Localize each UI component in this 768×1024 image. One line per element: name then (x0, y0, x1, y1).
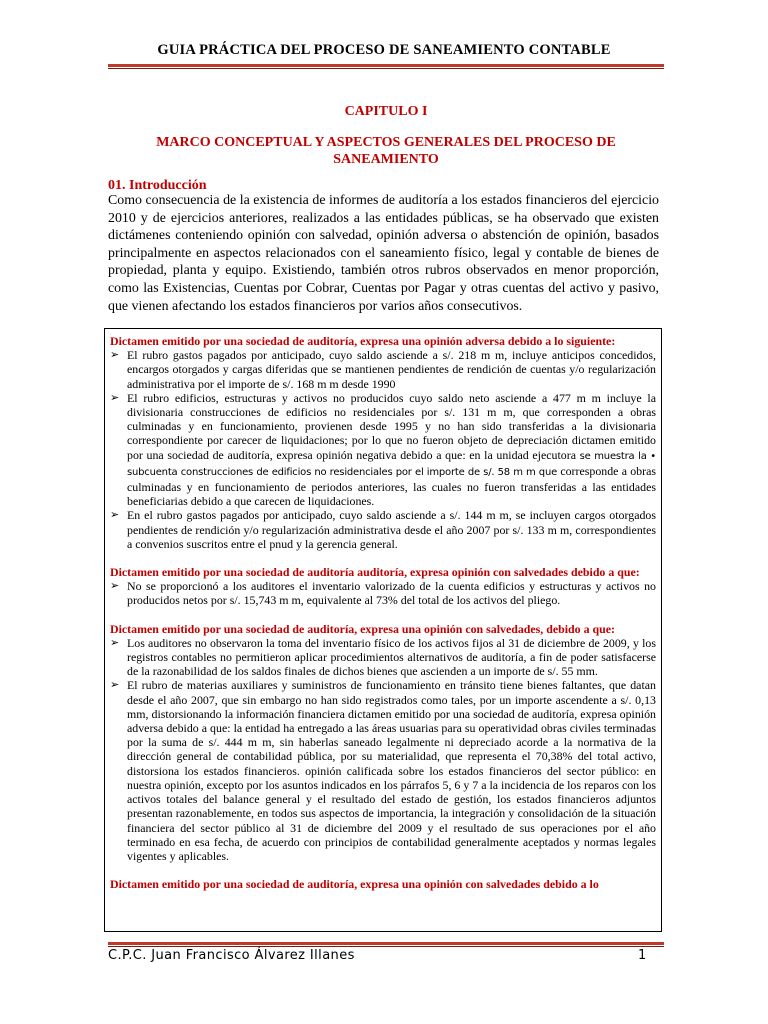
footer-rule-thin (108, 946, 664, 947)
dictamen-box (104, 328, 662, 932)
arrow-bullet-icon: ➢ (110, 679, 120, 692)
header-rule (108, 64, 664, 67)
list-item-text: No se proporcionó a los auditores el inventario valorizado de la cuenta edificios y estructuras y activos no producidos netos por s/. 15,743 m m, equivalente al 73% del total de los activos del pliego. (127, 579, 656, 608)
section-heading: Dictamen emitido por una sociedad de auditoría, expresa una opinión adversa debido a lo siguiente: (110, 334, 616, 348)
arrow-bullet-icon: ➢ (110, 349, 120, 362)
list-item-text: En el rubro gastos pagados por anticipado, cuyo saldo asciende a s/. 144 m m, se incluyen cargos otorgados pendientes de rendición y/o regularización administrativa desde el año 2007 por s/. 133 m m, correspondientes a convenios suscritos entre el pnud y la gerencia general. (127, 508, 656, 551)
intro-paragraph: Como consecuencia de la existencia de informes de auditoría a los estados financieros del ejercicio 2010 y de ejercicios anteriores, realizados a las entidades públicas, se ha observado que existen dictámenes conteniendo opinión con salvedad, opinión adversa o abstención de opinión, basados principalmente en aspectos relacionados con el saneamiento físico, legal y contable de bienes de propiedad, planta y equipo. Existiendo, también otros rubros observados en menor proporción, como las Existencias, Cuentas por Cobrar, Cuentas por Pagar y otras cuentas del activo y pasivo, que vienen afectando los estados financieros por varios años consecutivos. (108, 193, 659, 314)
page-number: 1 (638, 948, 647, 963)
arrow-bullet-icon: ➢ (110, 509, 120, 522)
list-item (110, 678, 656, 863)
list-item-text: El rubro gastos pagados por anticipado, cuyo saldo asciende a s/. 218 m m, incluye anticipos concedidos, encargos otorgados y cargas diferidas que se mantienen pendientes de rendición de cuentas y/o regularización administrativa por el importe de s/. 168 m m desde 1990 (127, 348, 656, 391)
bullet-list (110, 348, 656, 551)
intro-heading: 01. Introducción (108, 178, 207, 193)
list-item (110, 579, 656, 607)
page-header: GUIA PRÁCTICA DEL PROCESO DE SANEAMIENTO CONTABLE (157, 42, 611, 58)
section-heading: Dictamen emitido por una sociedad de auditoría, expresa una opinión con salvedades, debido a que: (110, 621, 615, 636)
chapter-title: MARCO CONCEPTUAL Y ASPECTOS GENERALES DEL PROCESO DE SANEAMIENTO (156, 135, 616, 167)
list-item (110, 636, 656, 679)
list-item-text: Los auditores no observaron la toma del inventario físico de los activos fijos al 31 de diciembre de 2009, y los registros contables no permitieron aplicar procedimientos alternativos de auditoría, a fin de poder satisfacerse de la razonabilidad de los saldos finales de dichos bienes que ascienden a un importe de s/. 55 mm. (127, 635, 656, 679)
list-item-sans-text: se muestra la • subcuenta construcciones de edificios no residenciales por el importe de s/. 58 m m que (127, 450, 656, 478)
bullet-list (110, 579, 656, 607)
chapter-label: CAPITULO I (344, 104, 428, 119)
header-rule-thin (108, 68, 664, 69)
section-heading: Dictamen emitido por una sociedad de auditoría auditoría, expresa opinión con salvedades debido a que: (110, 565, 640, 580)
list-item (110, 348, 656, 391)
footer-author: C.P.C. Juan Francisco Álvarez Illanes (108, 948, 355, 963)
list-item-text: El rubro edificios, estructuras y activos no producidos cuyo saldo neto asciende a 477 m m incluye la divisionaria construcciones de edificios no residenciales por s/. 131 m m, que corresponden a obras culminadas y en funcionamiento, provienen desde 1995 y no han sido transferidas a la divisionaria correspondiente por carecer de liquidaciones; por lo que no fueron objeto de depreciación dictamen emitido por una sociedad de auditoría, expresa opinión negativa debido a que: en la unidad ejecutora (127, 390, 656, 462)
list-item (110, 391, 656, 509)
section-heading: Dictamen emitido por una sociedad de auditoría, expresa una opinión con salvedades debido a lo (110, 877, 599, 892)
list-item-text: El rubro de materias auxiliares y suministros de funcionamiento en tránsito tiene bienes faltantes, que datan desde el año 2007, que sin embargo no han sido registrados como tales, por un importe ascendente a s/. 0,13 mm, distorsionando la información financiera dictamen emitido por una sociedad de auditoría, expresa opinión adversa debido a que: la entidad ha entregado a las áreas usuarias para su operatividad obras civiles terminadas por la suma de s/. 444 m m, sin haberlas saneado legalmente ni depreciado acorde a la normativa de la dirección general de contabilidad pública, por su materialidad, que representa el 70,38% del total activo, distorsiona los estados financieros. opinión calificada sobre los estados financieros del sector público: en nuestra opinión, excepto por los asuntos indicados en los párrafos 5, 6 y 7 a la incidencia de los reparos con los activos totales del balance general y el resultado del estado de gestión, los estados financieros adjuntos presentan razonablemente, en todos sus aspectos de importancia, la integración y consolidación de la situación financiera del sector público al 31 de diciembre del 2009 y el resultado de sus operaciones por el año terminado en esa fecha, de acuerdo con principios de contabilidad generalmente aceptados y normas legales vigentes y aplicables. (127, 678, 656, 863)
arrow-bullet-icon: ➢ (110, 636, 120, 649)
footer-rule (108, 942, 664, 945)
arrow-bullet-icon: ➢ (110, 580, 120, 593)
list-item (110, 508, 656, 551)
list-item-text-tail: corresponde a obras culminadas y en funcionamiento de periodos anteriores, las cuales no fueron transferidas a las entidades beneficiarias debido a que carecen de liquidaciones. (127, 463, 656, 509)
bullet-list (110, 636, 656, 863)
arrow-bullet-icon: ➢ (110, 391, 120, 404)
